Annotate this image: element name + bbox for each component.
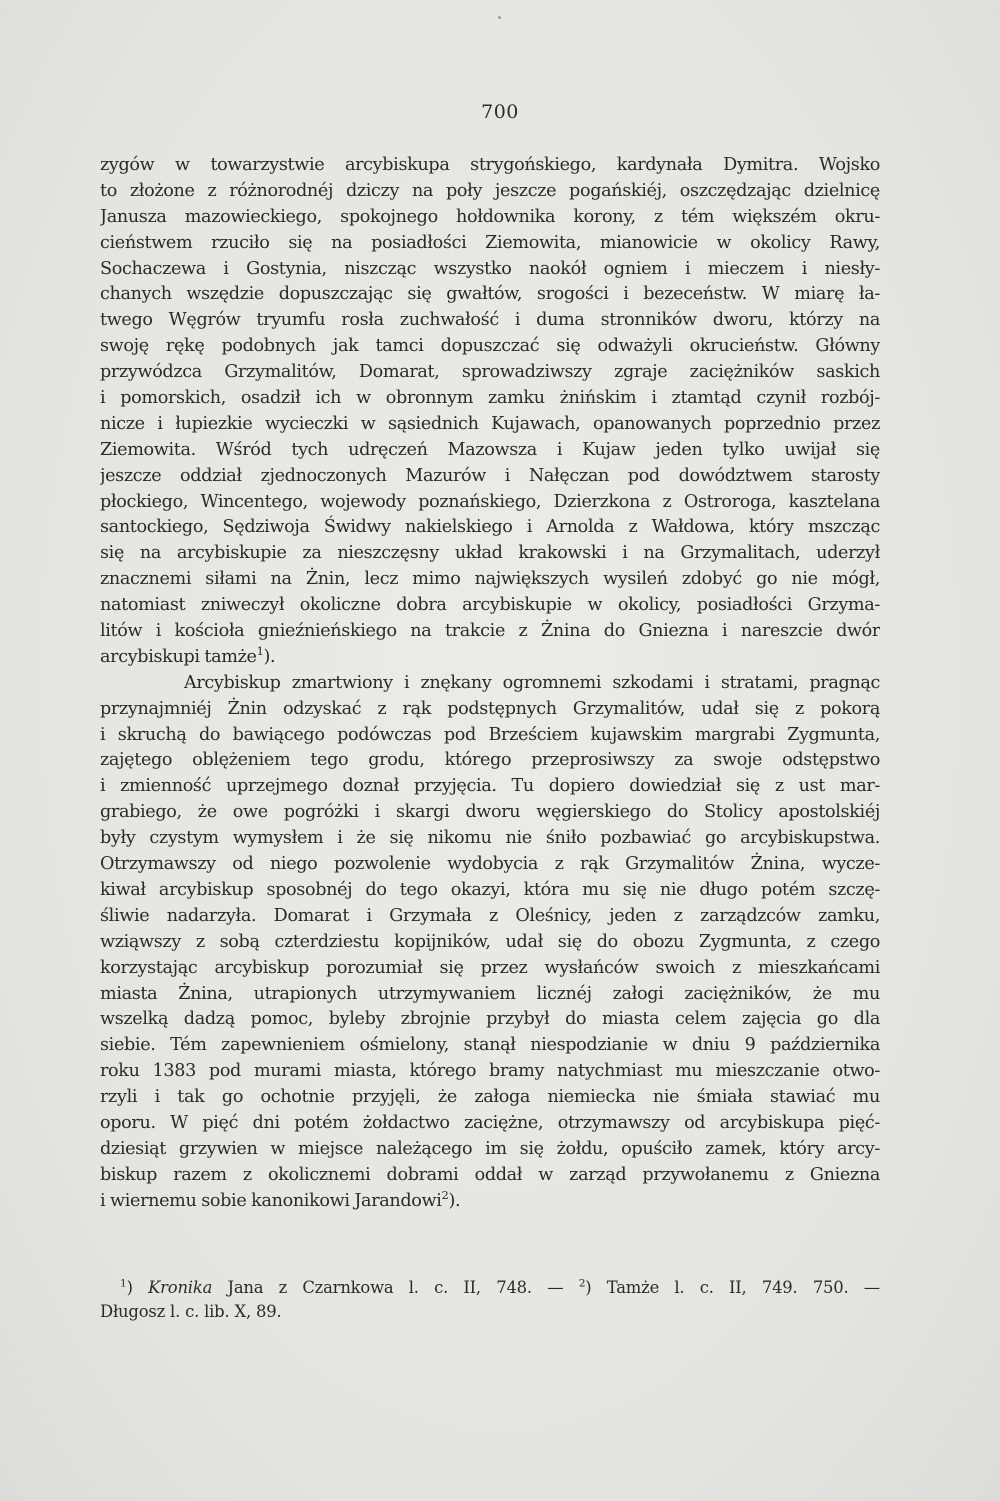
- text-line: jeszcze oddział zjednoczonych Mazurów i Nałęczan pod dowództwem starosty: [100, 465, 880, 486]
- text-line: oporu. W pięć dni potém żołdactwo zaciężne, otrzymawszy od arcybiskupa pięć-: [100, 1112, 880, 1133]
- text-line: twego Węgrów tryumfu rosła zuchwałość i duma stronników dworu, którzy na: [100, 310, 880, 331]
- text-line: santockiego, Sędziwoja Świdwy nakielskiego i Arnolda z Wałdowa, który mszcząc: [100, 517, 880, 538]
- footnote-mark: 2: [578, 1276, 586, 1290]
- text-line: i skruchą do bawiącego podówczas pod Brześciem kujawskim margrabi Zygmunta,: [100, 724, 880, 745]
- text-line: wszelką dadzą pomoc, byleby zbrojnie przybył do miasta celem zajęcia go dla: [100, 1009, 880, 1030]
- footnote-text: Jana z Czarnkowa l. c. II, 748. —: [227, 1278, 564, 1297]
- page-number: 700: [481, 101, 519, 123]
- footnotes: [100, 1276, 880, 1324]
- text-line: cieństwem rzuciło się na posiadłości Ziemowita, mianowicie w okolicy Rawy,: [100, 232, 880, 253]
- text-run: ).: [263, 646, 276, 667]
- footnote-mark: 1: [120, 1276, 127, 1290]
- main-text: [100, 153, 880, 1215]
- footnote-line: Długosz l. c. lib. X, 89.: [100, 1302, 282, 1321]
- text-line: chanych wszędzie dopuszczając się gwałtów, srogości i bezeceństw. W miarę ła-: [100, 284, 880, 305]
- paper-speck: [498, 16, 501, 19]
- text-line: kiwał arcybiskup sposobnéj do tego okazyi, która mu się nie długo potém szczę-: [100, 879, 880, 900]
- text-line: nicze i łupiezkie wycieczki w sąsiednich Kujawach, opanowanych poprzednio przez: [100, 413, 880, 434]
- footnote-text: ): [126, 1278, 133, 1297]
- text-line: płockiego, Wincentego, wojewody poznańskiego, Dzierzkona z Ostroroga, kasztelana: [100, 491, 880, 512]
- text-line: Janusza mazowieckiego, spokojnego hołdownika korony, z tém większém okru-: [100, 206, 880, 227]
- text-line: korzystając arcybiskup porozumiał się przez wysłańców swoich z mieszkańcami: [100, 957, 880, 978]
- text-line: i pomorskich, osadził ich w obronnym zamku żnińskim i ztamtąd czynił rozbój-: [100, 388, 880, 409]
- text-line: śliwie nadarzyła. Domarat i Grzymała z Oleśnicy, jeden z zarządzców zamku,: [100, 905, 880, 926]
- footnote-reference: 1: [256, 644, 264, 659]
- text-line: zajętego oblężeniem tego grodu, którego przeprosiwszy za swoje odstępstwo: [100, 750, 880, 771]
- text-line: się na arcybiskupie za nieszczęsny układ krakowski i na Grzymalitach, uderzył: [100, 543, 880, 564]
- text-line: rzyli i tak go ochotnie przyjęli, że załoga niemiecka nie śmiała stawiać mu: [100, 1087, 880, 1108]
- text-line: i zmienność uprzejmego doznał przyjęcia. Tu dopiero dowiedział się z ust mar-: [100, 776, 880, 797]
- text-line: przynajmniéj Żnin odzyskać z rąk podstępnych Grzymalitów, udał się z pokorą: [100, 698, 880, 719]
- text-line: przywódzca Grzymalitów, Domarat, sprowadziwszy zgraje zaciężników saskich: [100, 362, 880, 383]
- text-line: znacznemi siłami na Żnin, lecz mimo największych wysileń zdobyć go nie mógł,: [100, 569, 880, 590]
- text-line: wziąwszy z sobą czterdziestu kopijników, udał się do obozu Zygmunta, z czego: [100, 931, 880, 952]
- text-line: biskup razem z okolicznemi dobrami oddał w zarząd przywołanemu z Gniezna: [100, 1164, 880, 1185]
- text-line: litów i kościoła gnieźnieńskiego na trakcie z Żnina do Gniezna i nareszcie dwór: [100, 621, 880, 642]
- text-line: natomiast zniweczył okoliczne dobra arcybiskupie w okolicy, posiadłości Grzyma-: [100, 595, 880, 616]
- text-run: arcybiskupi tamże: [100, 646, 257, 667]
- text-line: roku 1383 pod murami miasta, którego bramy natychmiast mu mieszczanie otwo-: [100, 1061, 880, 1082]
- text-line: to złożone z różnorodnéj dziczy na poły jeszcze pogańskiéj, oszczędzając dzielnicę: [100, 180, 880, 201]
- footnote-text: ) Tamże l. c. II, 749. 750. —: [585, 1278, 880, 1297]
- text-line: Sochaczewa i Gostynia, niszcząc wszystko naokół ogniem i mieczem i niesły-: [100, 258, 880, 279]
- footnote-reference: 2: [441, 1188, 449, 1202]
- text-line: zygów w towarzystwie arcybiskupa strygońskiego, kardynała Dymitra. Wojsko: [100, 155, 880, 175]
- text-run: ).: [448, 1190, 461, 1211]
- text-line: siebie. Tém zapewnieniem ośmielony, stanął niespodzianie w dniu 9 października: [100, 1035, 880, 1056]
- footnote-source-title: Kronika: [148, 1278, 213, 1297]
- text-run: i wiernemu sobie kanonikowi Jarandowi: [100, 1190, 442, 1211]
- text-line: grabiego, że owe pogróżki i skargi dworu węgierskiego do Stolicy apostolskiéj: [100, 802, 880, 823]
- text-line: miasta Żnina, utrapionych utrzymywaniem licznéj załogi zaciężników, że mu: [100, 983, 880, 1004]
- text-line: swoję rękę podobnych jak tamci dopuszczać się odważyli okrucieństw. Główny: [100, 336, 880, 357]
- text-line: Otrzymawszy od niego pozwolenie wydobycia z rąk Grzymalitów Żnina, wycze-: [100, 854, 880, 875]
- footnote-line: [100, 1276, 880, 1300]
- text-line: były czystym wymysłem i że się nikomu nie śniło pozbawiać go arcybiskupstwa.: [100, 828, 880, 849]
- text-line-paragraph-end: [100, 1189, 880, 1215]
- text-line: Ziemowita. Wśród tych udręczeń Mazowsza i Kujaw jeden tylko uwijał się: [100, 439, 880, 460]
- text-line: dziesiąt grzywien w miejsce należącego im się żołdu, opuściło zamek, który arcy-: [100, 1138, 880, 1159]
- text-line-paragraph-start: Arcybiskup zmartwiony i znękany ogromnemi szkodami i stratami, pragnąc: [184, 672, 880, 693]
- text-line-paragraph-end: [100, 645, 880, 671]
